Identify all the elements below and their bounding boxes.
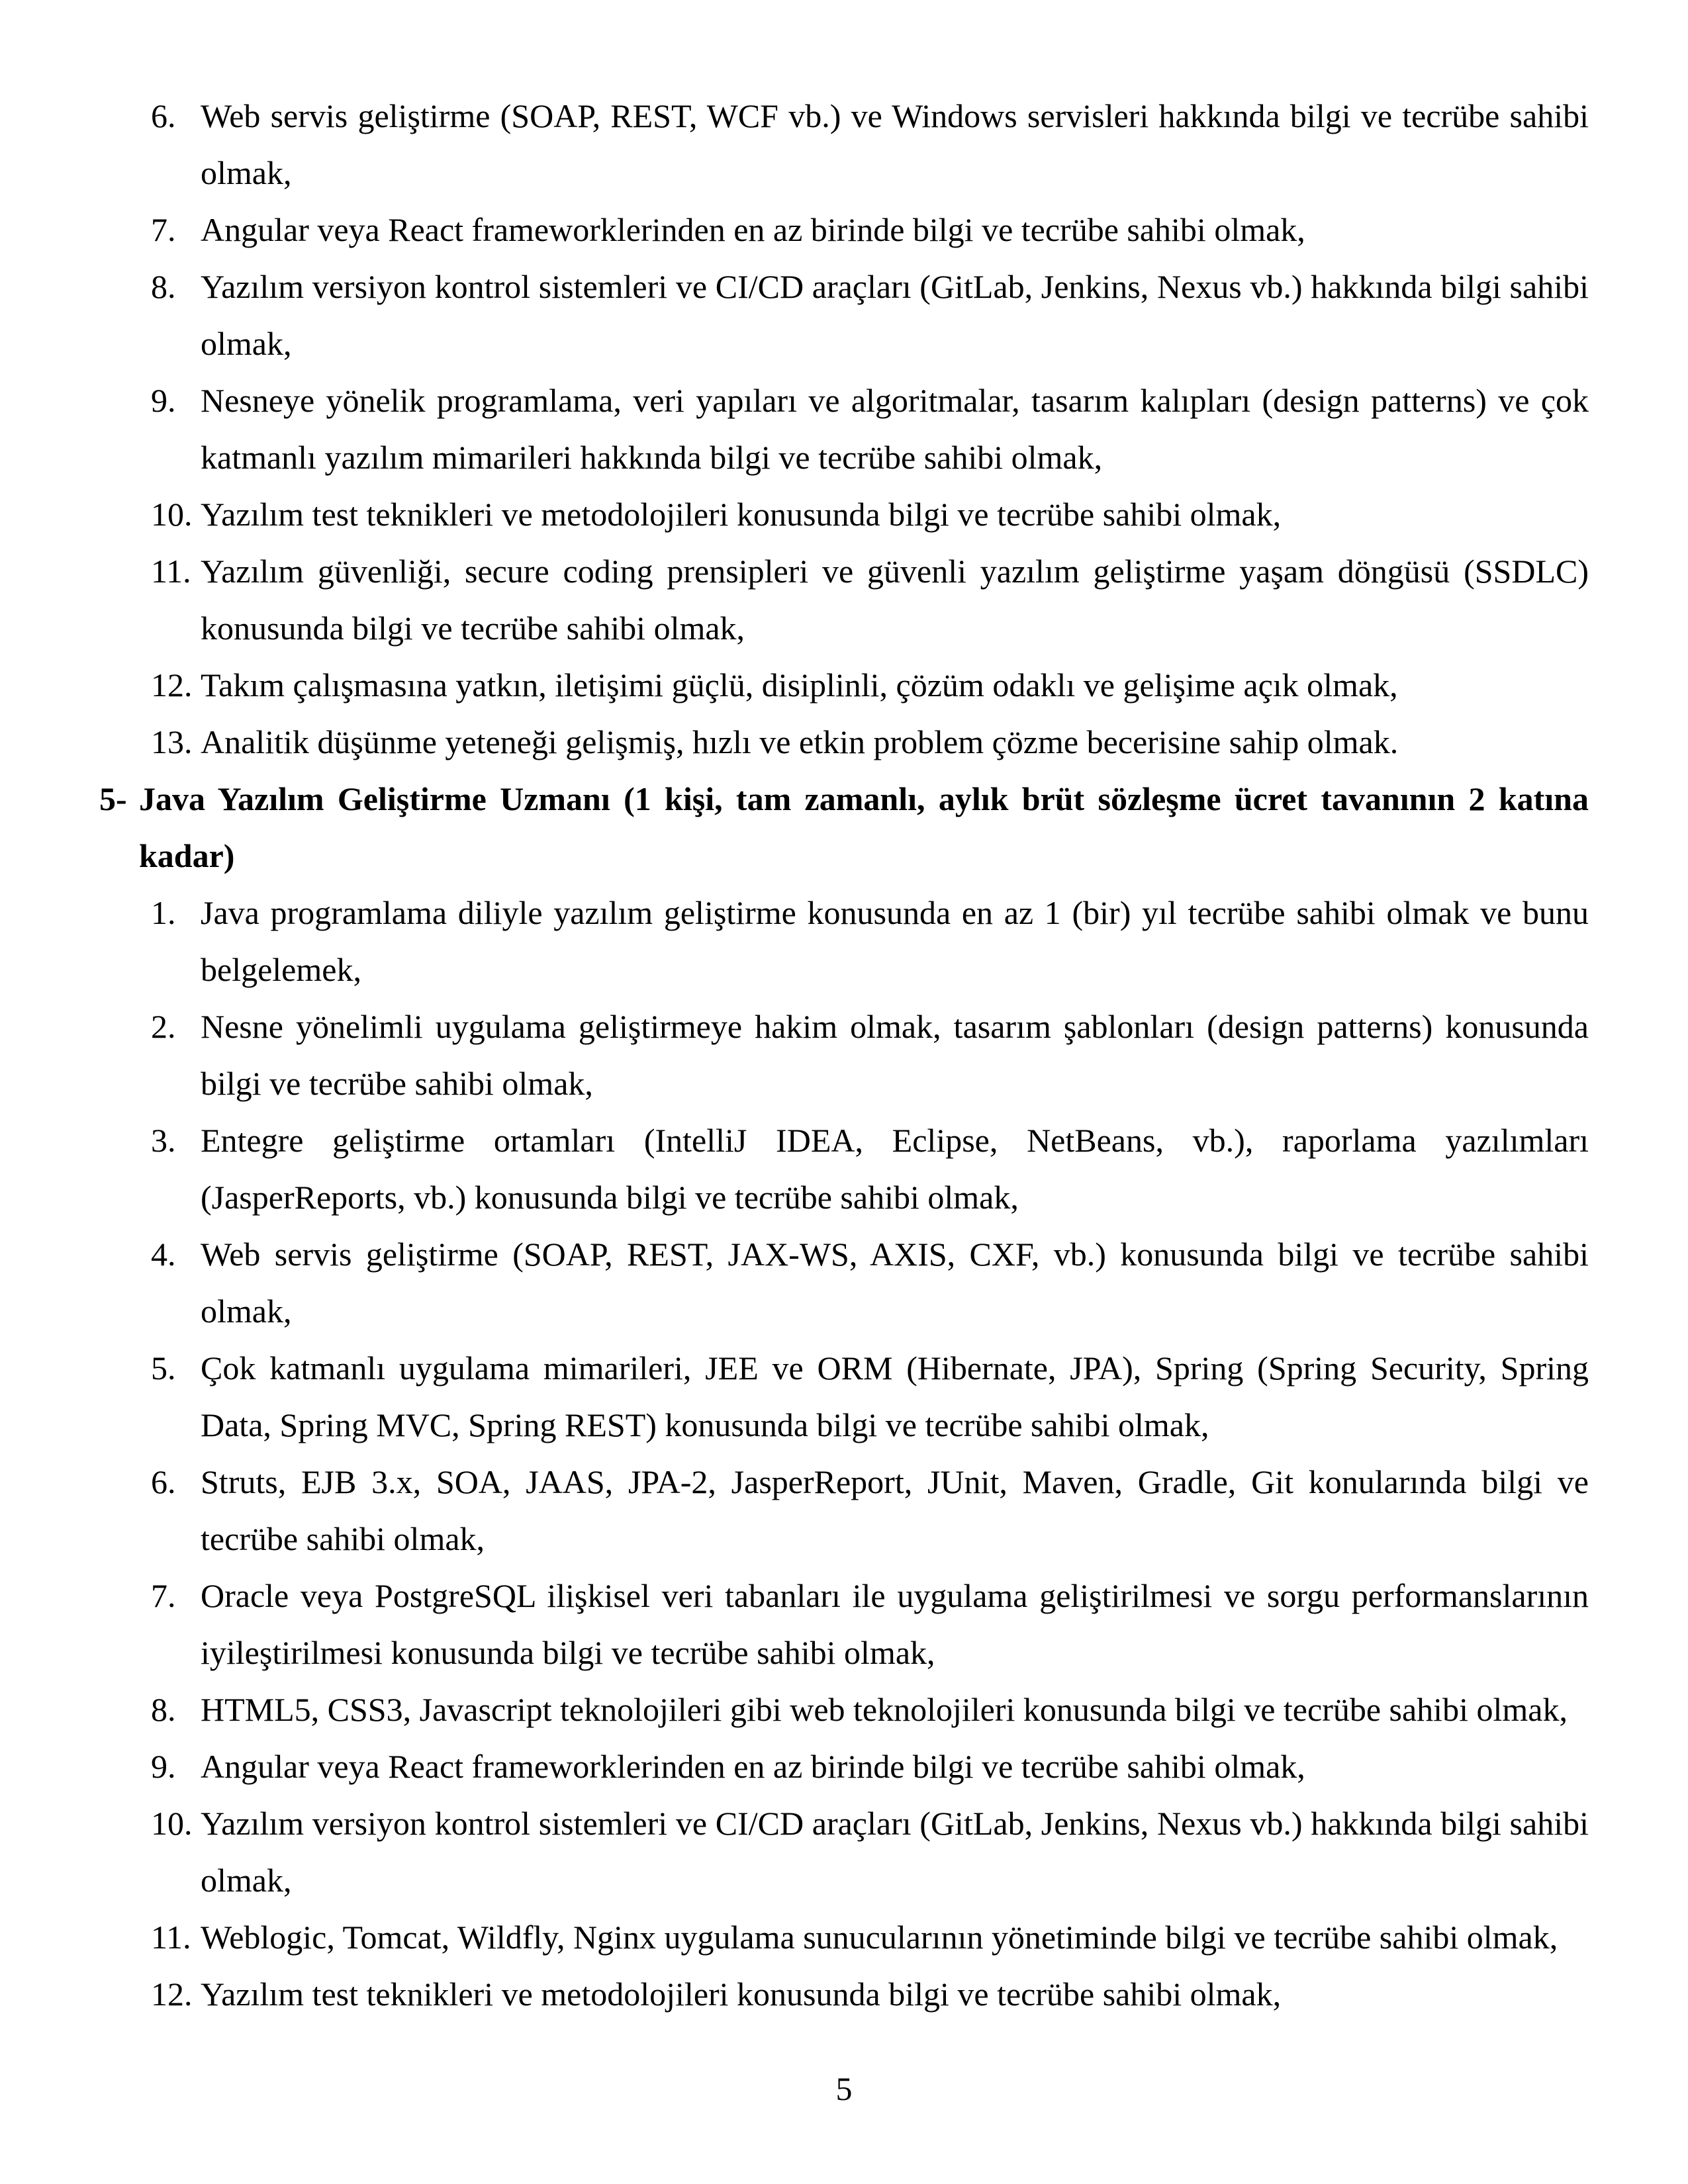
list-item [151, 201, 1589, 258]
list-item [151, 1453, 1589, 1567]
list-item-number: 11. [151, 1919, 191, 1956]
list-item [151, 884, 1589, 998]
list-item [151, 657, 1589, 713]
list-item [151, 1226, 1589, 1340]
list-item-text: HTML5, CSS3, Javascript teknolojileri gibi web teknolojileri konusunda bilgi ve tecrübe sahibi olmak, [201, 1691, 1568, 1728]
list-item [151, 1112, 1589, 1226]
list-item-text: Takım çalışmasına yatkın, iletişimi güçlü, disiplinli, çözüm odaklı ve gelişime açık olmak, [201, 666, 1398, 704]
list-item [151, 1909, 1589, 1966]
list-item-number: 9. [151, 1748, 176, 1785]
list-item [151, 1567, 1589, 1681]
list-item-number: 7. [151, 211, 176, 248]
list-item-text: Yazılım versiyon kontrol sistemleri ve CI/CD araçları (GitLab, Jenkins, Nexus vb.) hakkında bilgi sahibi olmak, [201, 1805, 1589, 1899]
list-item [151, 1795, 1589, 1909]
list-item [151, 1966, 1589, 2023]
list-item-number: 4. [151, 1236, 176, 1273]
list-item-text: Weblogic, Tomcat, Wildfly, Nginx uygulama sunucularının yönetiminde bilgi ve tecrübe sahibi olmak, [201, 1919, 1558, 1956]
list-item-text: Yazılım güvenliği, secure coding prensipleri ve güvenli yazılım geliştirme yaşam döngüsü (SSDLC) konusunda bilgi ve tecrübe sahibi olmak, [201, 553, 1589, 647]
list-item-number: 3. [151, 1122, 176, 1159]
list-item [151, 486, 1589, 543]
list-item-number: 10. [151, 496, 193, 533]
list-item-text: Web servis geliştirme (SOAP, REST, JAX-WS, AXIS, CXF, vb.) konusunda bilgi ve tecrübe sahibi olmak, [201, 1236, 1589, 1330]
list-item [151, 1738, 1589, 1795]
section-5-heading [99, 770, 1589, 884]
list-item [151, 372, 1589, 486]
list-item [151, 87, 1589, 201]
list-item-text: Web servis geliştirme (SOAP, REST, WCF vb.) ve Windows servisleri hakkında bilgi ve tecrübe sahibi olmak, [201, 97, 1589, 191]
list-item-number: 12. [151, 1976, 193, 2013]
list-item [151, 713, 1589, 770]
list-item-number: 8. [151, 1691, 176, 1728]
list-item-text: Nesneye yönelik programlama, veri yapıları ve algoritmalar, tasarım kalıpları (design patterns) ve çok katmanlı yazılım mimarileri hakkında bilgi ve tecrübe sahibi olmak, [201, 382, 1589, 476]
list-item-number: 6. [151, 1463, 176, 1500]
list-item-text: Angular veya React frameworklerinden en az birinde bilgi ve tecrübe sahibi olmak, [201, 1748, 1305, 1785]
list-item-text: Entegre geliştirme ortamları (IntelliJ IDEA, Eclipse, NetBeans, vb.), raporlama yazılımları (JasperReports, vb.) konusunda bilgi ve tecrübe sahibi olmak, [201, 1122, 1589, 1216]
list-item-number: 2. [151, 1008, 176, 1045]
list-item-number: 13. [151, 723, 193, 760]
list-item-text: Java programlama diliyle yazılım geliştirme konusunda en az 1 (bir) yıl tecrübe sahibi olmak ve bunu belgelemek, [201, 894, 1589, 988]
page-number: 5 [835, 2070, 853, 2107]
section-heading-number: 5- [99, 780, 127, 817]
list-item-number: 6. [151, 97, 176, 134]
list-item-text: Çok katmanlı uygulama mimarileri, JEE ve ORM (Hibernate, JPA), Spring (Spring Security, Spring Data, Spring MVC, Spring REST) konusunda bilgi ve tecrübe sahibi olmak, [201, 1349, 1589, 1443]
list-item-number: 10. [151, 1805, 193, 1842]
list-item-text: Oracle veya PostgreSQL ilişkisel veri tabanları ile uygulama geliştirilmesi ve sorgu performanslarının iyileştirilmesi konusunda bilgi ve tecrübe sahibi olmak, [201, 1577, 1589, 1671]
list-item-number: 9. [151, 382, 176, 419]
list-item [151, 998, 1589, 1112]
list-item-number: 11. [151, 553, 191, 590]
list-item [151, 258, 1589, 372]
list-item-text: Yazılım test teknikleri ve metodolojileri konusunda bilgi ve tecrübe sahibi olmak, [201, 496, 1282, 533]
list-item-text: Struts, EJB 3.x, SOA, JAAS, JPA-2, JasperReport, JUnit, Maven, Gradle, Git konularında bilgi ve tecrübe sahibi olmak, [201, 1463, 1589, 1557]
list-item-number: 8. [151, 268, 176, 305]
list-item-text: Angular veya React frameworklerinden en az birinde bilgi ve tecrübe sahibi olmak, [201, 211, 1305, 248]
list-item-text: Yazılım versiyon kontrol sistemleri ve CI/CD araçları (GitLab, Jenkins, Nexus vb.) hakkında bilgi sahibi olmak, [201, 268, 1589, 362]
list-item-text: Nesne yönelimli uygulama geliştirmeye hakim olmak, tasarım şablonları (design patterns) konusunda bilgi ve tecrübe sahibi olmak, [201, 1008, 1589, 1102]
list-item-number: 1. [151, 894, 176, 931]
list-item-number: 7. [151, 1577, 176, 1614]
list-item [151, 1340, 1589, 1453]
list-item-number: 5. [151, 1349, 176, 1387]
section-heading-text: Java Yazılım Geliştirme Uzmanı (1 kişi, tam zamanlı, aylık brüt sözleşme ücret tavanının 2 katına kadar) [139, 780, 1589, 874]
list-item [151, 1681, 1589, 1738]
list-item-text: Analitik düşünme yeteneği gelişmiş, hızlı ve etkin problem çözme becerisine sahip olmak. [201, 723, 1399, 760]
list-item-text: Yazılım test teknikleri ve metodolojileri konusunda bilgi ve tecrübe sahibi olmak, [201, 1976, 1282, 2013]
list-item-number: 12. [151, 666, 193, 704]
list-item [151, 543, 1589, 657]
